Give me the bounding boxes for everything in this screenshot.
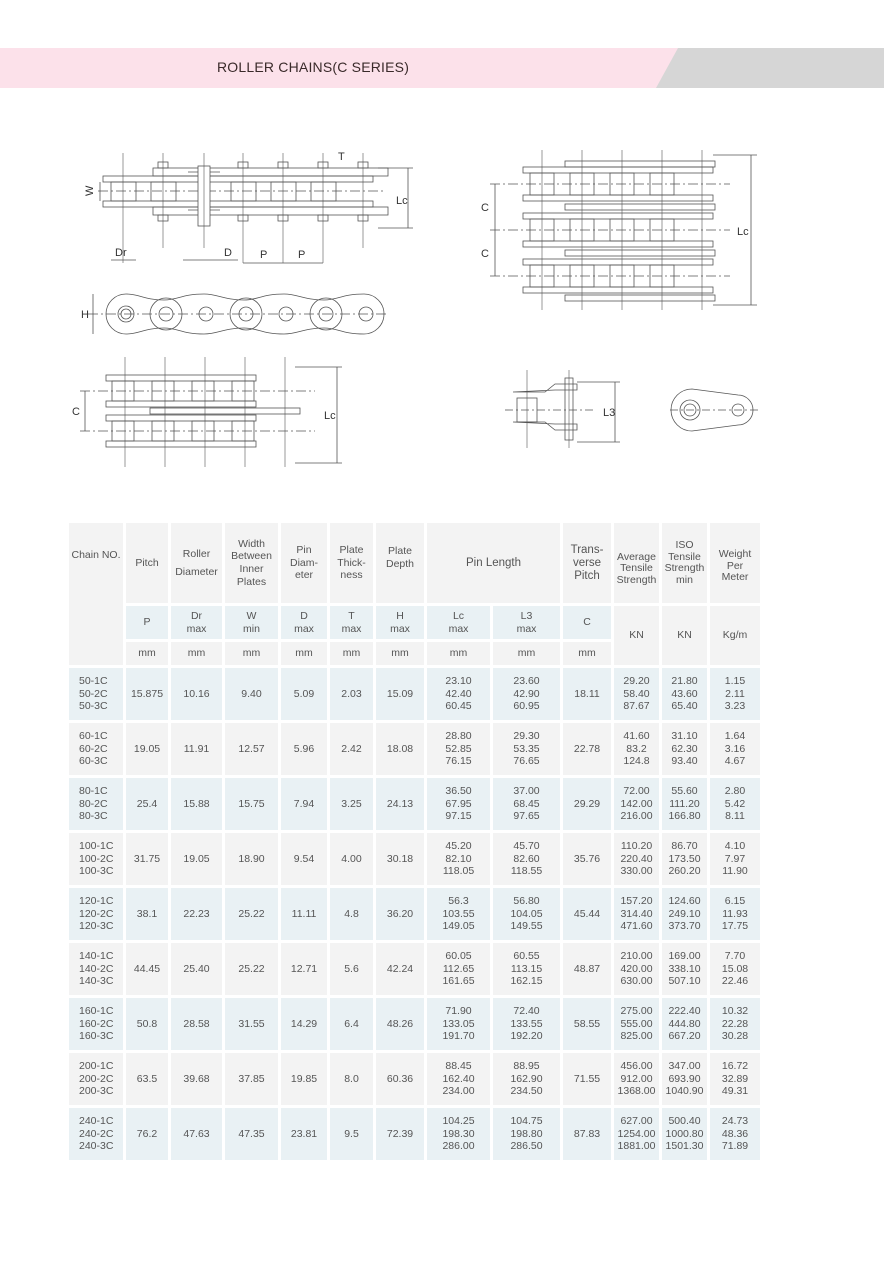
cell-transverse-pitch: 48.87 [563, 943, 611, 995]
cell-width-between: 31.55 [225, 998, 278, 1050]
dim-label-p1: P [260, 249, 268, 261]
cell-width-between: 9.40 [225, 668, 278, 720]
cell-plate-depth: 36.20 [376, 888, 424, 940]
table-row [69, 1053, 760, 1105]
cell-pin-diameter: 12.71 [281, 943, 327, 995]
cell-roller-diameter: 15.88 [171, 778, 222, 830]
cell-pin-diameter: 9.54 [281, 833, 327, 885]
cell-iso-tensile: 124.60 249.10 373.70 [662, 888, 707, 940]
cell-pin-diameter: 11.11 [281, 888, 327, 940]
dim-label-c1: C [481, 202, 489, 214]
cell-iso-tensile: 31.10 62.30 93.40 [662, 723, 707, 775]
symbol-h-max: H max [376, 606, 424, 639]
header-transverse-pitch: Trans- verse Pitch [563, 523, 611, 603]
header-weight-per-meter: Weight Per Meter [710, 523, 760, 603]
cell-roller-diameter: 11.91 [171, 723, 222, 775]
table-body [69, 668, 760, 1160]
cell-lc: 28.80 52.85 76.15 [427, 723, 490, 775]
cell-plate-depth: 18.08 [376, 723, 424, 775]
table-row [69, 668, 760, 720]
cell-roller-diameter: 39.68 [171, 1053, 222, 1105]
offset-link-view-drawing [505, 370, 635, 450]
cell-avg-tensile: 41.60 83.2 124.8 [614, 723, 659, 775]
dim-label-lc-duplex: Lc [324, 410, 336, 422]
cell-transverse-pitch: 58.55 [563, 998, 611, 1050]
cell-chain-no: 160-1C 160-2C 160-3C [69, 998, 123, 1050]
dim-label-c2: C [481, 248, 489, 260]
dim-label-c: C [72, 406, 80, 418]
cell-avg-tensile: 627.00 1254.00 1881.00 [614, 1108, 659, 1160]
cell-chain-no: 140-1C 140-2C 140-3C [69, 943, 123, 995]
header-plate-thickness: Plate Thick- ness [330, 523, 373, 603]
cell-lc: 36.50 67.95 97.15 [427, 778, 490, 830]
cell-pitch: 31.75 [126, 833, 168, 885]
cell-roller-diameter: 25.40 [171, 943, 222, 995]
cell-pin-diameter: 19.85 [281, 1053, 327, 1105]
cell-avg-tensile: 72.00 142.00 216.00 [614, 778, 659, 830]
cell-plate-depth: 15.09 [376, 668, 424, 720]
cell-pin-diameter: 23.81 [281, 1108, 327, 1160]
header-plate-depth: Plate Depth [376, 523, 424, 603]
cell-l3: 29.30 53.35 76.65 [493, 723, 560, 775]
cell-iso-tensile: 169.00 338.10 507.10 [662, 943, 707, 995]
cell-roller-diameter: 47.63 [171, 1108, 222, 1160]
cell-pin-diameter: 7.94 [281, 778, 327, 830]
cell-lc: 60.05 112.65 161.65 [427, 943, 490, 995]
symbol-l3-max: L3 max [493, 606, 560, 639]
header-pin-diameter: Pin Diam- eter [281, 523, 327, 603]
unit-pitch: mm [126, 642, 168, 665]
cell-iso-tensile: 21.80 43.60 65.40 [662, 668, 707, 720]
header-pitch: Pitch [126, 523, 168, 603]
cell-plate-depth: 60.36 [376, 1053, 424, 1105]
cell-l3: 56.80 104.05 149.55 [493, 888, 560, 940]
cell-l3: 37.00 68.45 97.65 [493, 778, 560, 830]
cell-plate-thickness: 5.6 [330, 943, 373, 995]
cell-pin-diameter: 5.96 [281, 723, 327, 775]
banner-grey-band [656, 48, 884, 88]
cell-l3: 104.75 198.80 286.50 [493, 1108, 560, 1160]
table-row [69, 998, 760, 1050]
cell-plate-thickness: 3.25 [330, 778, 373, 830]
cell-l3: 45.70 82.60 118.55 [493, 833, 560, 885]
cell-l3: 88.95 162.90 234.50 [493, 1053, 560, 1105]
unit-pin-diameter: mm [281, 642, 327, 665]
unit-avg-tensile-kn: KN [614, 606, 659, 665]
cell-plate-depth: 42.24 [376, 943, 424, 995]
cell-chain-no: 50-1C 50-2C 50-3C [69, 668, 123, 720]
cell-chain-no: 240-1C 240-2C 240-3C [69, 1108, 123, 1160]
table-row [69, 723, 760, 775]
unit-iso-tensile-kn: KN [662, 606, 707, 665]
cell-roller-diameter: 28.58 [171, 998, 222, 1050]
cell-transverse-pitch: 29.29 [563, 778, 611, 830]
header-average-tensile-strength: Average Tensile Strength [614, 523, 659, 603]
page-title: ROLLER CHAINS(C SERIES) [217, 59, 410, 75]
unit-l3: mm [493, 642, 560, 665]
cell-roller-diameter: 22.23 [171, 888, 222, 940]
unit-plate-depth: mm [376, 642, 424, 665]
symbol-dr-max: Dr max [171, 606, 222, 639]
cell-iso-tensile: 347.00 693.90 1040.90 [662, 1053, 707, 1105]
cell-iso-tensile: 500.40 1000.80 1501.30 [662, 1108, 707, 1160]
cell-weight: 4.10 7.97 11.90 [710, 833, 760, 885]
cell-avg-tensile: 456.00 912.00 1368.00 [614, 1053, 659, 1105]
dim-label-w: W [84, 185, 96, 196]
cell-pitch: 50.8 [126, 998, 168, 1050]
section-header-banner [0, 48, 884, 88]
unit-weight-kg-m: Kg/m [710, 606, 760, 665]
cell-avg-tensile: 275.00 555.00 825.00 [614, 998, 659, 1050]
dim-label-lc-triplex: Lc [737, 226, 749, 238]
cell-avg-tensile: 157.20 314.40 471.60 [614, 888, 659, 940]
cell-width-between: 25.22 [225, 943, 278, 995]
dim-label-p2: P [298, 249, 306, 261]
cell-iso-tensile: 222.40 444.80 667.20 [662, 998, 707, 1050]
dim-label-lc: Lc [396, 195, 408, 207]
cell-transverse-pitch: 18.11 [563, 668, 611, 720]
cell-pin-diameter: 5.09 [281, 668, 327, 720]
cell-transverse-pitch: 22.78 [563, 723, 611, 775]
cell-chain-no: 200-1C 200-2C 200-3C [69, 1053, 123, 1105]
cell-weight: 7.70 15.08 22.46 [710, 943, 760, 995]
cell-plate-thickness: 2.42 [330, 723, 373, 775]
symbol-t-max: T max [330, 606, 373, 639]
cell-roller-diameter: 19.05 [171, 833, 222, 885]
cell-weight: 1.15 2.11 3.23 [710, 668, 760, 720]
header-chain-no: Chain NO. [69, 523, 123, 665]
cell-transverse-pitch: 35.76 [563, 833, 611, 885]
cell-avg-tensile: 29.20 58.40 87.67 [614, 668, 659, 720]
dim-label-h: H [81, 309, 89, 321]
cell-avg-tensile: 110.20 220.40 330.00 [614, 833, 659, 885]
cell-plate-thickness: 4.00 [330, 833, 373, 885]
cell-pitch: 63.5 [126, 1053, 168, 1105]
cell-l3: 72.40 133.55 192.20 [493, 998, 560, 1050]
symbol-lc-max: Lc max [427, 606, 490, 639]
cell-transverse-pitch: 45.44 [563, 888, 611, 940]
triplex-chain-view-drawing [475, 145, 765, 315]
cell-lc: 56.3 103.55 149.05 [427, 888, 490, 940]
dim-label-l3: L3 [603, 407, 616, 419]
cell-weight: 16.72 32.89 49.31 [710, 1053, 760, 1105]
table-row [69, 888, 760, 940]
cell-chain-no: 120-1C 120-2C 120-3C [69, 888, 123, 940]
cell-plate-thickness: 4.8 [330, 888, 373, 940]
cell-iso-tensile: 55.60 111.20 166.80 [662, 778, 707, 830]
dim-label-d: D [224, 247, 232, 259]
cell-transverse-pitch: 71.55 [563, 1053, 611, 1105]
roller-chain-spec-table [66, 520, 763, 1163]
simplex-chain-side-view-drawing [78, 148, 418, 268]
duplex-chain-view-drawing [70, 355, 350, 470]
cell-lc: 45.20 82.10 118.05 [427, 833, 490, 885]
dim-label-t: T [338, 151, 345, 163]
unit-transverse-pitch: mm [563, 642, 611, 665]
table-row [69, 943, 760, 995]
table-row [69, 1108, 760, 1160]
table-row [69, 778, 760, 830]
cell-width-between: 37.85 [225, 1053, 278, 1105]
header-pin-length: Pin Length [427, 523, 560, 603]
symbol-w-min: W min [225, 606, 278, 639]
cell-pitch: 15.875 [126, 668, 168, 720]
dim-label-dr: Dr [115, 247, 127, 259]
cell-pitch: 38.1 [126, 888, 168, 940]
cell-pin-diameter: 14.29 [281, 998, 327, 1050]
cell-width-between: 15.75 [225, 778, 278, 830]
offset-plate-view-drawing [668, 385, 763, 435]
unit-roller-diameter: mm [171, 642, 222, 665]
header-width-between-inner-plates: Width Between Inner Plates [225, 523, 278, 603]
cell-pitch: 25.4 [126, 778, 168, 830]
cell-width-between: 25.22 [225, 888, 278, 940]
cell-transverse-pitch: 87.83 [563, 1108, 611, 1160]
cell-l3: 23.60 42.90 60.95 [493, 668, 560, 720]
cell-pitch: 19.05 [126, 723, 168, 775]
cell-width-between: 18.90 [225, 833, 278, 885]
cell-weight: 1.64 3.16 4.67 [710, 723, 760, 775]
cell-chain-no: 80-1C 80-2C 80-3C [69, 778, 123, 830]
cell-chain-no: 60-1C 60-2C 60-3C [69, 723, 123, 775]
table-row [69, 833, 760, 885]
cell-lc: 88.45 162.40 234.00 [427, 1053, 490, 1105]
symbol-c: C [563, 606, 611, 639]
cell-plate-depth: 24.13 [376, 778, 424, 830]
cell-lc: 71.90 133.05 191.70 [427, 998, 490, 1050]
cell-plate-thickness: 6.4 [330, 998, 373, 1050]
cell-plate-depth: 48.26 [376, 998, 424, 1050]
cell-roller-diameter: 10.16 [171, 668, 222, 720]
cell-plate-thickness: 8.0 [330, 1053, 373, 1105]
cell-lc: 104.25 198.30 286.00 [427, 1108, 490, 1160]
cell-avg-tensile: 210.00 420.00 630.00 [614, 943, 659, 995]
cell-weight: 24.73 48.36 71.89 [710, 1108, 760, 1160]
unit-width-between: mm [225, 642, 278, 665]
cell-weight: 10.32 22.28 30.28 [710, 998, 760, 1050]
cell-l3: 60.55 113.15 162.15 [493, 943, 560, 995]
cell-plate-thickness: 2.03 [330, 668, 373, 720]
cell-weight: 2.80 5.42 8.11 [710, 778, 760, 830]
unit-plate-thickness: mm [330, 642, 373, 665]
cell-width-between: 47.35 [225, 1108, 278, 1160]
cell-plate-thickness: 9.5 [330, 1108, 373, 1160]
cell-plate-depth: 72.39 [376, 1108, 424, 1160]
cell-plate-depth: 30.18 [376, 833, 424, 885]
chain-profile-view-drawing [78, 288, 398, 344]
cell-weight: 6.15 11.93 17.75 [710, 888, 760, 940]
header-iso-tensile-strength: ISO Tensile Strength min [662, 523, 707, 603]
symbol-d-max: D max [281, 606, 327, 639]
cell-pitch: 44.45 [126, 943, 168, 995]
cell-width-between: 12.57 [225, 723, 278, 775]
cell-lc: 23.10 42.40 60.45 [427, 668, 490, 720]
cell-iso-tensile: 86.70 173.50 260.20 [662, 833, 707, 885]
unit-lc: mm [427, 642, 490, 665]
cell-pitch: 76.2 [126, 1108, 168, 1160]
header-roller-diameter: Roller Diameter [171, 523, 222, 603]
cell-chain-no: 100-1C 100-2C 100-3C [69, 833, 123, 885]
symbol-p: P [126, 606, 168, 639]
